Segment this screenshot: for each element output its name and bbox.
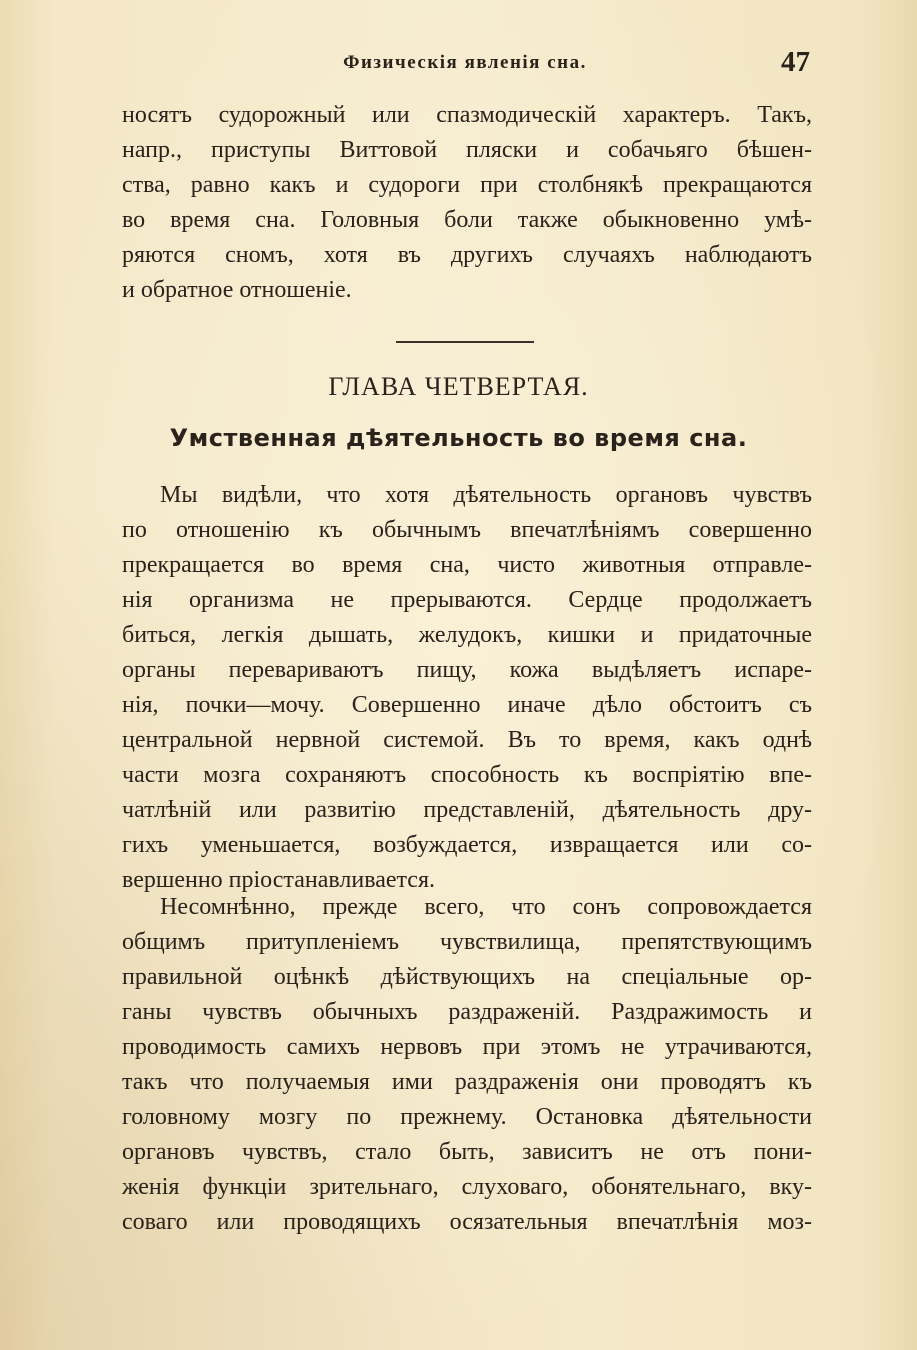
text-line: органы перевариваютъ пищу, кожа выдѣляетъ испаре- <box>122 657 812 683</box>
text-line: биться, легкія дышать, желудокъ, кишки и придаточные <box>122 622 812 648</box>
text-line: носятъ судорожный или спазмодическій характеръ. Такъ, <box>122 102 812 128</box>
text-line: и обратное отношеніе. <box>122 277 352 303</box>
chapter-subheading: Умственная дѣятельность во время сна. <box>169 424 748 452</box>
text-line: гихъ уменьшается, возбуждается, извращается или со- <box>122 832 812 858</box>
paragraph-1 <box>122 478 812 898</box>
section-divider <box>396 341 534 343</box>
text-line: во время сна. Головныя боли также обыкновенно умѣ- <box>122 207 812 233</box>
paragraph-2 <box>122 890 812 1240</box>
text-line: части мозга сохраняютъ способность къ воспріятію впе- <box>122 762 812 788</box>
text-line: вершенно пріостанавливается. <box>122 867 435 893</box>
text-line: соваго или проводящихъ осязательныя впечатлѣнія моз- <box>122 1209 812 1235</box>
text-line: нія организма не прерываются. Сердце продолжаетъ <box>122 587 812 613</box>
text-line: проводимость самихъ нервовъ при этомъ не утрачиваются, <box>122 1034 812 1060</box>
text-line: Мы видѣли, что хотя дѣятельность органовъ чувствъ <box>160 482 812 508</box>
text-line: головному мозгу по прежнему. Остановка дѣятельности <box>122 1104 812 1130</box>
text-line: напр., приступы Виттовой пляски и собачьяго бѣшен- <box>122 137 812 163</box>
text-line: органовъ чувствъ, стало быть, зависитъ не отъ пони- <box>122 1139 812 1165</box>
text-line: такъ что получаемыя ими раздраженія они проводятъ къ <box>122 1069 812 1095</box>
page-number: 47 <box>781 46 810 78</box>
text-line: центральной нервной системой. Въ то время, какъ однѣ <box>122 727 812 753</box>
text-line: нія, почки—мочу. Совершенно иначе дѣло обстоитъ съ <box>122 692 812 718</box>
running-header <box>120 48 810 84</box>
text-line: прекращается во время сна, чисто животныя отправле- <box>122 552 812 578</box>
continuation-paragraph <box>122 98 812 308</box>
text-line: ства, равно какъ и судороги при столбнякѣ прекращаются <box>122 172 812 198</box>
text-line: ганы чувствъ обычныхъ раздраженій. Раздражимость и <box>122 999 812 1025</box>
text-line: чатлѣній или развитію представленій, дѣятельность дру- <box>122 797 812 823</box>
text-line: правильной оцѣнкѣ дѣйствующихъ на спеціальные ор- <box>122 964 812 990</box>
text-line: ряются сномъ, хотя въ другихъ случаяхъ наблюдаютъ <box>122 242 812 268</box>
text-line: по отношенію къ обычнымъ впечатлѣніямъ совершенно <box>122 517 812 543</box>
running-title: Физическія явленія сна. <box>343 52 587 73</box>
text-line: женія функціи зрительнаго, слуховаго, обонятельнаго, вку- <box>122 1174 812 1200</box>
text-line: Несомнѣнно, прежде всего, что сонъ сопровождается <box>160 894 812 920</box>
text-line: общимъ притупленіемъ чувствилища, препятствующимъ <box>122 929 812 955</box>
chapter-heading: ГЛАВА ЧЕТВЕРТАЯ. <box>328 372 589 401</box>
